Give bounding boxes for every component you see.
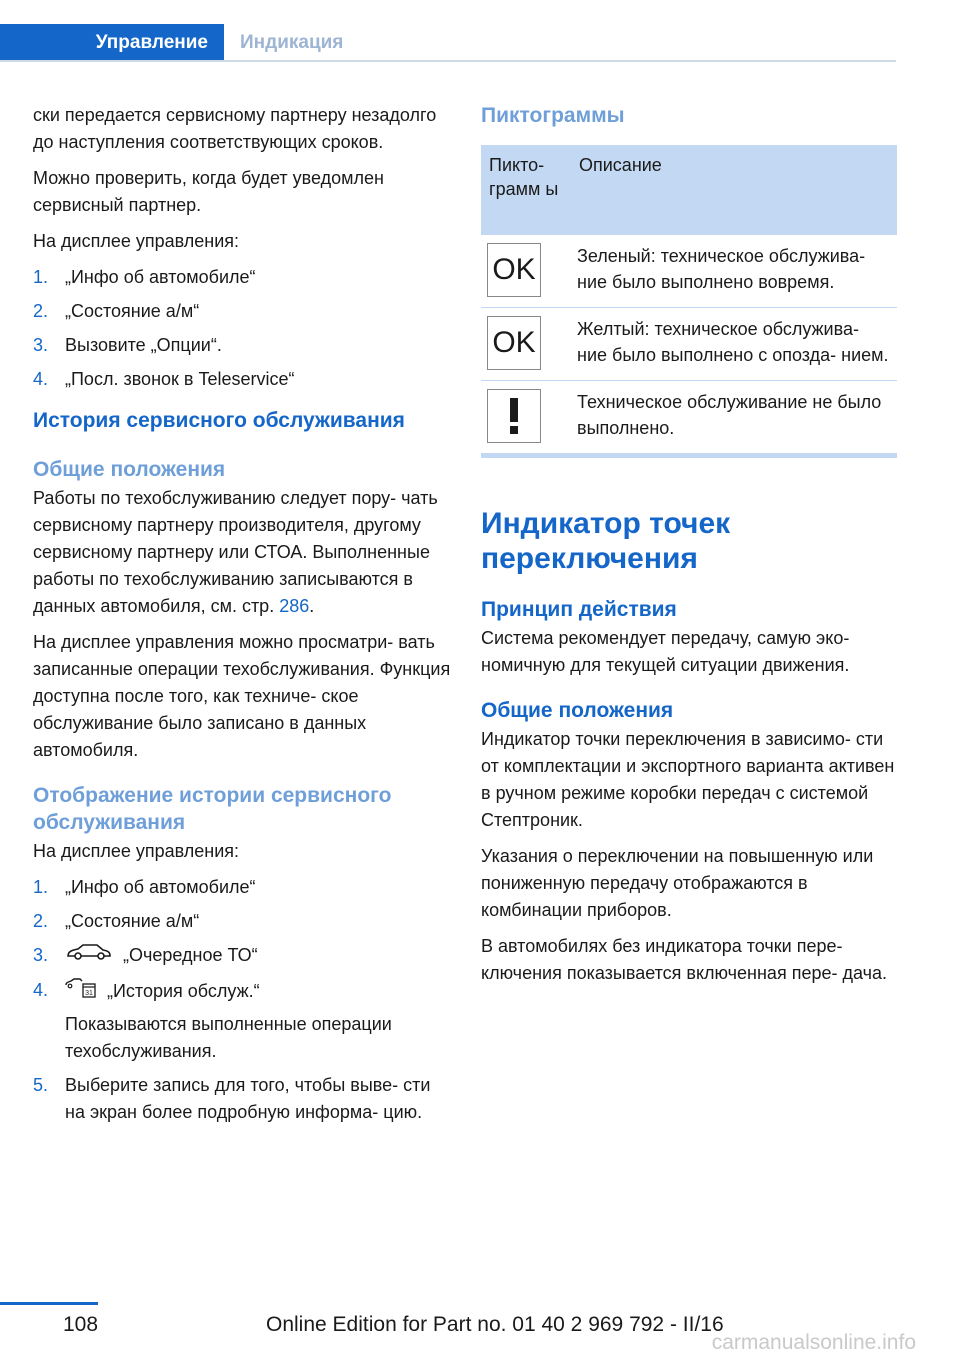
edition-text: Online Edition for Part no. 01 40 2 969 792 - II/16 [266, 1313, 724, 1336]
exclamation-icon [487, 389, 541, 443]
service-history-icon [65, 977, 97, 1007]
list-item [33, 908, 451, 935]
steps-list-1 [33, 264, 451, 393]
step-text: „Состояние а/м“ [65, 911, 200, 931]
step-text: „Инфо об автомобиле“ [65, 267, 256, 287]
table-header-row [481, 145, 897, 235]
section-heading-history: История сервисного обслуживания [33, 409, 405, 432]
table-cell-icon [481, 308, 571, 381]
table-row [481, 235, 897, 308]
paragraph: Индикатор точки переключения в зависимо‐ сти от комплектации и экспортного варианта активен в ручном режиме коробки передач с системой Стептроник. [481, 729, 895, 830]
paragraph: ски передается сервисному партнеру незадолго до наступления соответствующих сроков. [33, 105, 437, 152]
paragraph: На дисплее управления можно просматри‐ вать записанные операции техобслуживания. Функция доступна после того, как техниче‐ ское обслуживание было записано в данных автомобиля. [33, 632, 451, 760]
list-item [33, 874, 451, 901]
step-text: „Посл. звонок в Teleservice“ [65, 369, 295, 389]
subheading-pictograms: Пиктограммы [481, 104, 625, 127]
paragraph: На дисплее управления: [33, 841, 240, 861]
list-item [33, 977, 451, 1065]
right-column [481, 102, 897, 996]
column-header-pictogram: Пикто‐ грамм ы [481, 145, 571, 235]
svg-text:31: 31 [85, 990, 93, 998]
subheading-principle: Принцип действия [481, 598, 677, 621]
table-bottom-rule [481, 453, 897, 458]
step-text: „Состояние а/м“ [65, 301, 200, 321]
section-heading-shift-indicator: Индикатор точек переключения [481, 507, 731, 575]
table-row [481, 381, 897, 454]
paragraph: Можно проверить, когда будет уведомлен сервисный партнер. [33, 168, 384, 215]
step-number: 3. [33, 335, 49, 355]
step-number: 1. [33, 877, 49, 897]
table-cell-text: Техническое обслуживание не было выполнено. [577, 392, 882, 438]
step-number: 4. [33, 980, 49, 1001]
list-item [33, 942, 451, 970]
paragraph: Работы по техобслуживанию следует пору‐ чать сервисному партнеру производителя, другому сервисному партнеру или СТОА. Выполненные работы по техобслуживанию записываются в данных автомобиля, см. стр. 286. [33, 488, 438, 616]
column-header-description: Описание [571, 145, 897, 235]
list-item [33, 298, 451, 325]
tab-display[interactable]: Индикация [240, 32, 344, 53]
step-number: 5. [33, 1075, 49, 1096]
header-divider [0, 60, 896, 62]
list-item [33, 264, 451, 291]
list-item [33, 366, 451, 393]
ok-icon: OK [487, 243, 541, 297]
step-text: „Очередное ТО“ [123, 945, 258, 965]
paragraph: Система рекомендует передачу, самую эко‐ номичную для текущей ситуации движения. [481, 628, 850, 675]
left-column [33, 102, 451, 1135]
steps-list-2 [33, 874, 451, 1126]
table-cell-icon [481, 235, 571, 308]
table-cell-text: Желтый: техническое обслужива‐ ние было выполнено с опозда‐ нием. [571, 308, 897, 381]
step-text: „Инфо об автомобиле“ [65, 877, 256, 897]
step-note: Показываются выполненные операции техобслуживания. [65, 1014, 392, 1062]
watermark: carmanualsonline.info [711, 1331, 916, 1354]
step-number: 1. [33, 267, 49, 287]
paragraph: В автомобилях без индикатора точки пере‐ ключения показывается включенная пере‐ дача. [481, 936, 887, 983]
table-cell-icon [481, 381, 571, 454]
ok-icon: OK [487, 316, 541, 370]
step-text: Вызовите „Опции“. [65, 335, 222, 355]
step-number: 2. [33, 301, 49, 321]
step-number: 2. [33, 911, 49, 931]
step-number: 4. [33, 369, 49, 389]
step-text: Выберите запись для того, чтобы выве‐ сти на экран более подробную информа‐ цию. [65, 1075, 431, 1123]
step-text: „История обслуж.“ [107, 981, 260, 1001]
step-number: 3. [33, 945, 49, 965]
pictogram-table [481, 145, 897, 453]
subheading-display-history: Отображение истории сервисного обслуживания [33, 784, 392, 834]
list-item [33, 1072, 451, 1126]
subheading-general-right: Общие положения [481, 699, 674, 722]
list-item [33, 332, 451, 359]
footer-rule [0, 1302, 98, 1305]
subheading-general: Общие положения [33, 458, 226, 481]
table-cell-text: Зеленый: техническое обслужива‐ ние было выполнено вовремя. [571, 235, 897, 308]
tab-control[interactable]: Управление [0, 24, 224, 62]
paragraph: Указания о переключении на повышенную или пониженную передачу отображаются в комбинации приборов. [481, 846, 874, 920]
page-number: 108 [63, 1313, 99, 1336]
car-service-icon [65, 942, 113, 970]
paragraph: На дисплее управления: [33, 231, 240, 251]
page-reference-link[interactable]: 286 [279, 596, 310, 616]
table-row [481, 308, 897, 381]
